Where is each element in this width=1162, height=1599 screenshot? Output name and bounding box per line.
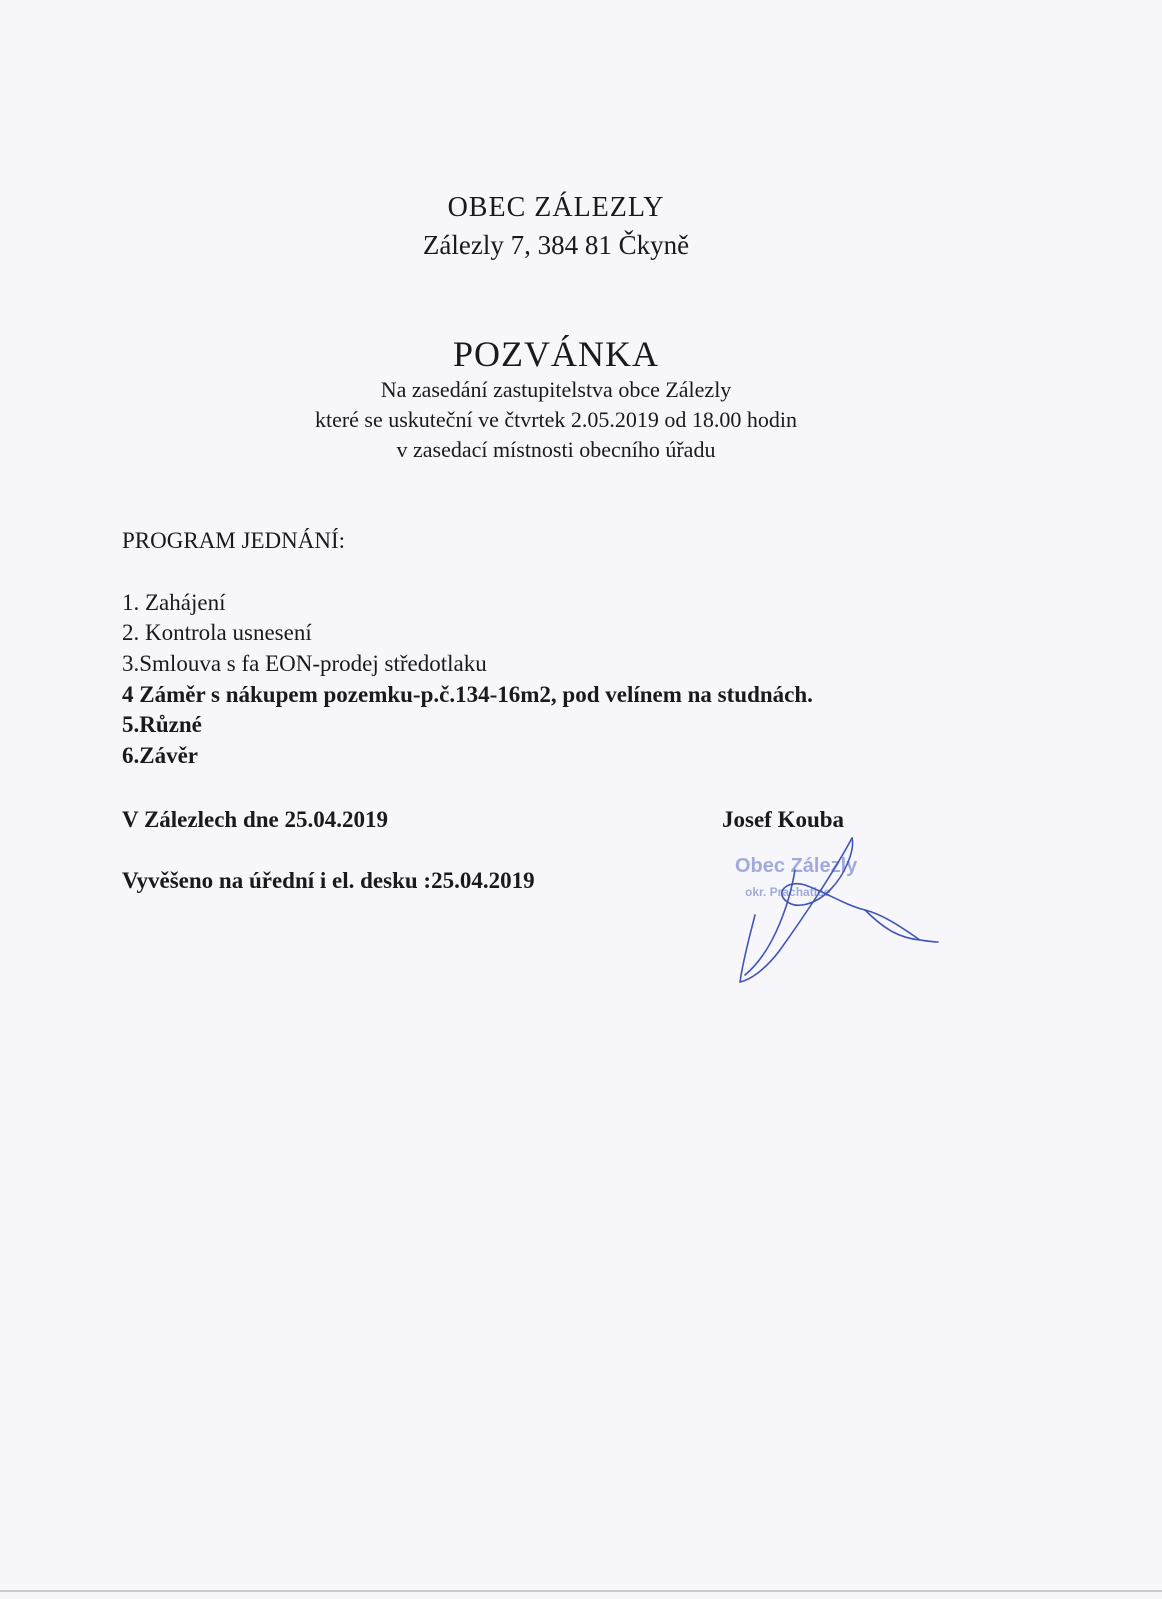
org-address: Zálezly 7, 384 81 Čkyně xyxy=(422,230,690,260)
invitation-line-1: Na zasedání zastupitelstva obce Zálezly xyxy=(380,377,732,402)
stamp-line-2: okr. Prachatice xyxy=(745,885,831,899)
program-item: 4 Záměr s nákupem pozemku-p.č.134-16m2, pod velínem na studnách. xyxy=(122,682,813,707)
program-heading: PROGRAM JEDNÁNÍ: xyxy=(122,528,345,553)
invitation-title: POZVÁNKA xyxy=(453,334,659,374)
program-item: 1. Zahájení xyxy=(122,590,226,615)
program-item: 2. Kontrola usnesení xyxy=(122,620,312,645)
stamp-line-1: Obec Zálezly xyxy=(735,855,858,877)
org-name: OBEC ZÁLEZLY xyxy=(447,192,665,223)
program-item: 3.Smlouva s fa EON-prodej středotlaku xyxy=(122,651,487,676)
signer-name: Josef Kouba xyxy=(722,807,845,832)
place-date: V Zálezlech dne 25.04.2019 xyxy=(122,807,388,832)
program-item: 6.Závěr xyxy=(122,743,199,768)
program-item: 5.Různé xyxy=(122,712,202,737)
invitation-line-3: v zasedací místnosti obecního úřadu xyxy=(396,437,716,462)
invitation-line-2: které se uskuteční ve čtvrtek 2.05.2019 od 18.00 hodin xyxy=(314,407,798,432)
posted-note: Vyvěšeno na úřední i el. desku :25.04.2019 xyxy=(122,868,535,893)
stamp-and-signature xyxy=(735,830,945,1000)
page-edge-line xyxy=(0,1590,1162,1592)
